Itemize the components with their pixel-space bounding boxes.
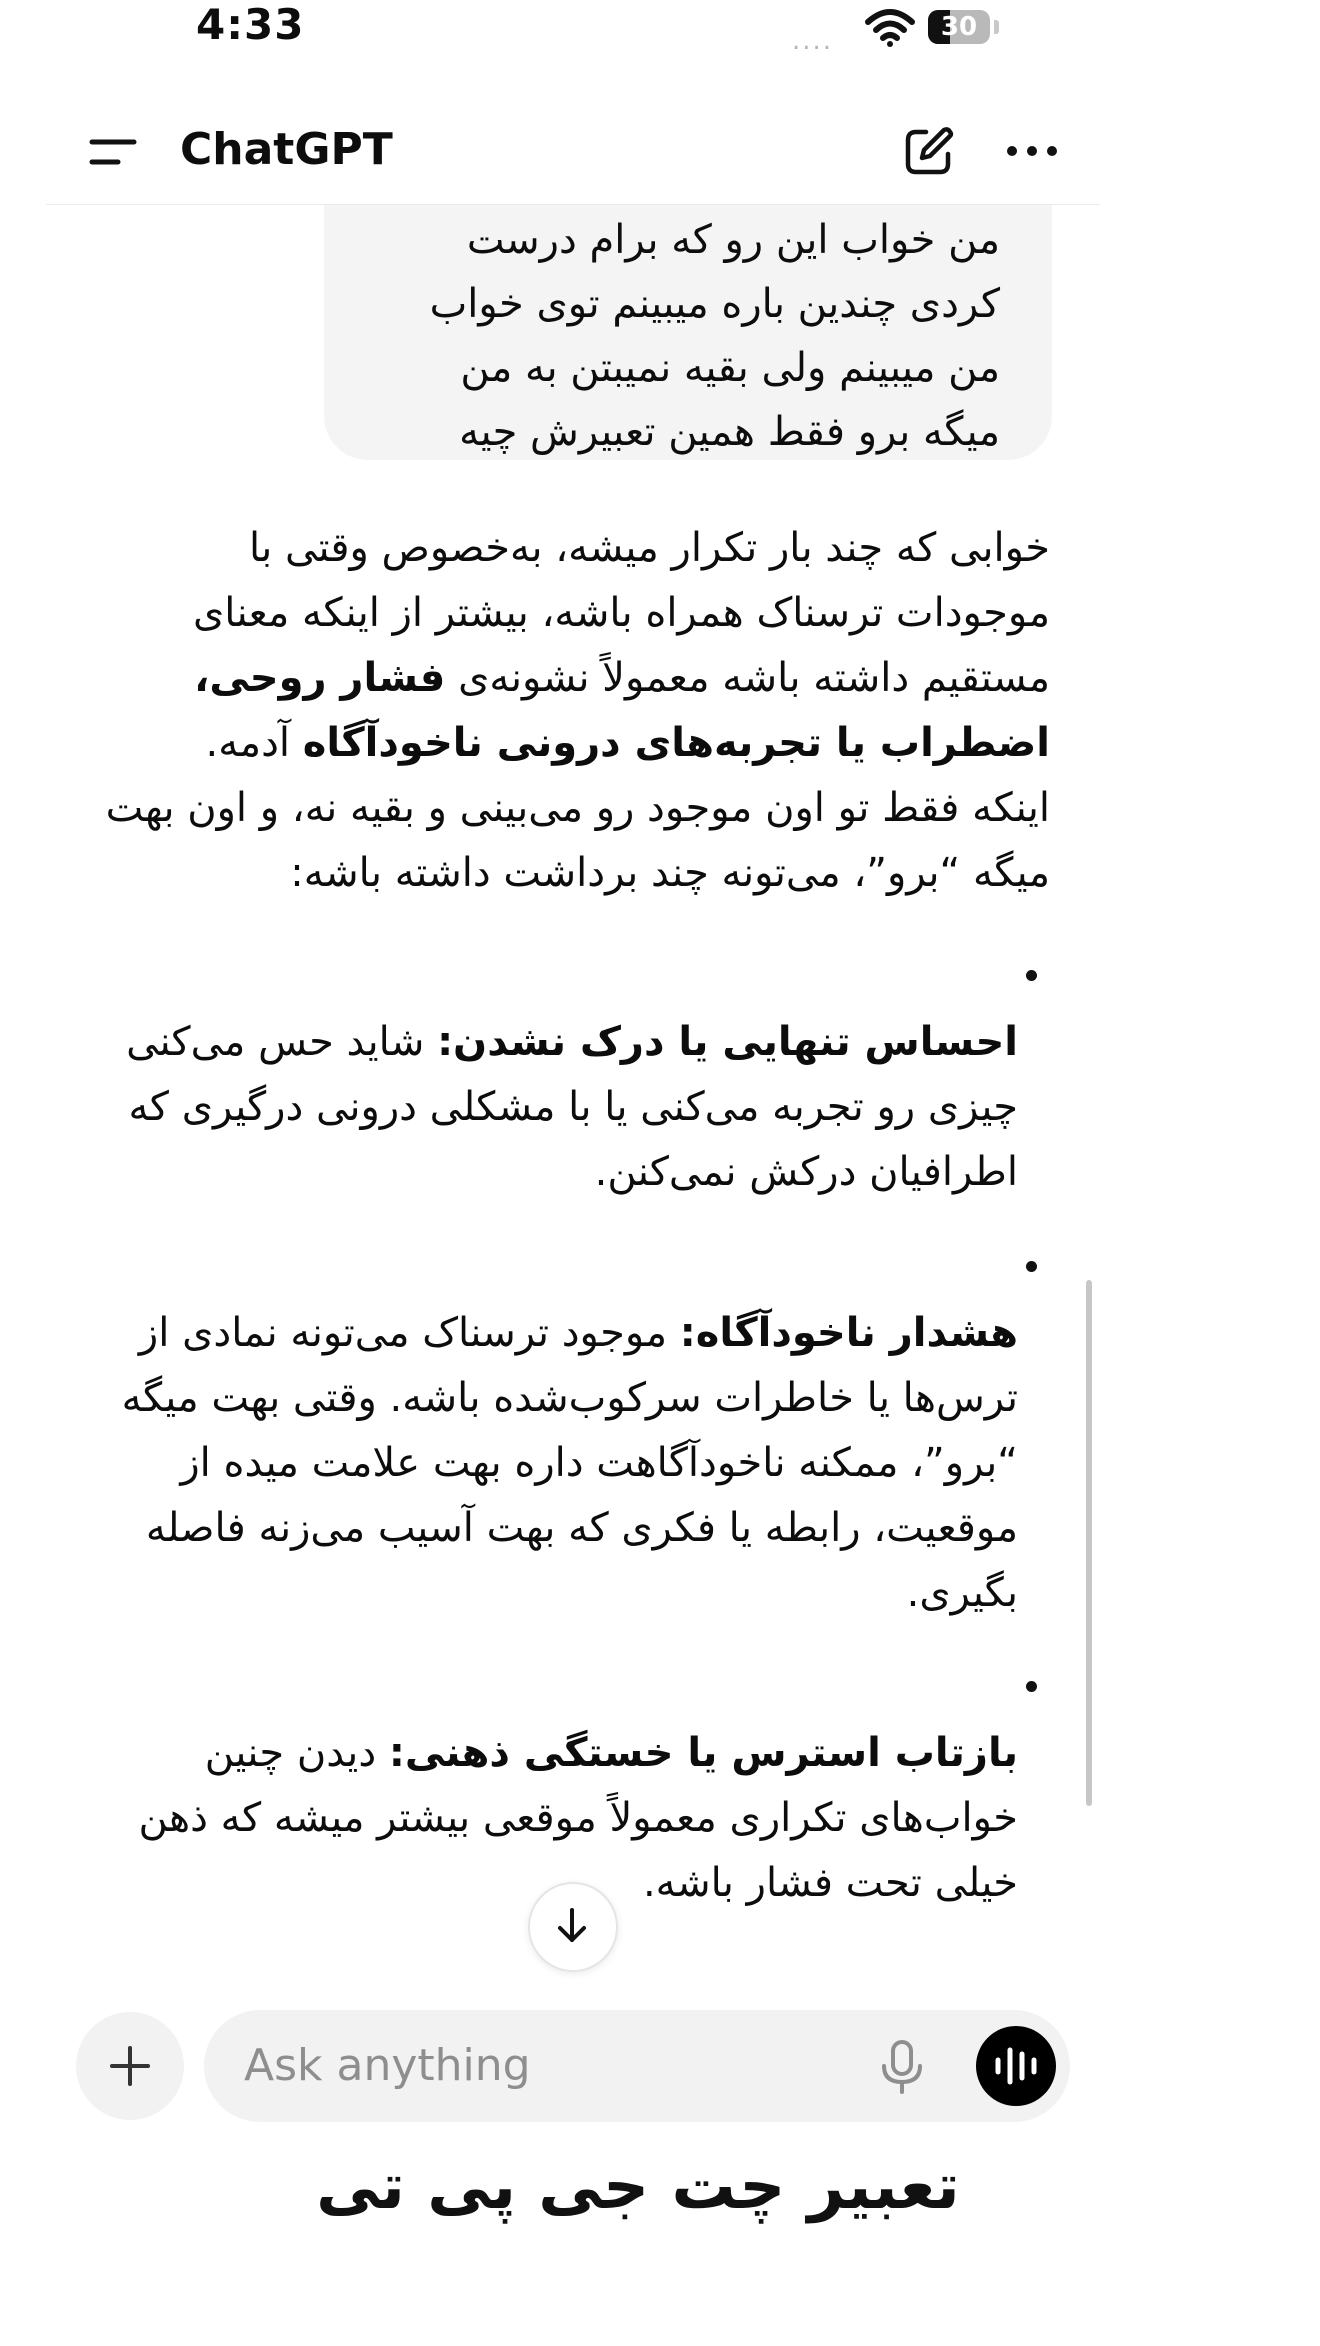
assistant-text: اینکه فقط تو اون موجود رو می‌بینی و بقیه نه، و اون بهت میگه “برو”، می‌تونه چند برداشت داشته باشه: <box>105 785 1050 896</box>
microphone-icon[interactable] <box>880 2040 924 2094</box>
user-message-bubble <box>324 204 1052 460</box>
voice-mode-button[interactable] <box>976 2026 1056 2106</box>
status-bar <box>0 0 1100 60</box>
plus-icon <box>108 2044 152 2088</box>
wifi-icon <box>864 8 916 48</box>
battery-indicator <box>928 10 990 44</box>
assistant-bold-text: فشار روحی، اضطراب یا تجربه‌های درونی ناخودآگاه <box>194 655 1050 766</box>
user-message-line: من میبینم ولی بقیه نمیبتن به من <box>460 345 1000 391</box>
more-icon[interactable] <box>1002 124 1062 178</box>
list-item-text: دیدن چنین خواب‌های تکراری معمولاً موقعی بیشتر میشه که ذهن خیلی تحت فشار باشه. <box>138 1730 1018 1906</box>
list-item <box>98 1010 1018 1205</box>
assistant-text: خوابی که چند بار تکرار میشه، به‌خصوص وقتی با موجودات ترسناک همراه باشه، بیشتر از اینکه معنای مستقیم داشته باشه معمولاً نشونه‌ی <box>193 525 1050 701</box>
bullet-dot <box>1026 970 1037 981</box>
bullet-dot <box>1026 1261 1037 1272</box>
voice-mode-icon <box>992 2046 1040 2086</box>
app-title: ChatGPT <box>180 124 393 175</box>
bullet-dot <box>1026 1681 1037 1692</box>
compose-icon[interactable] <box>902 124 956 178</box>
user-message-line: کردی چندین باره میبینم توی خواب <box>429 281 1000 327</box>
message-input-placeholder: Ask anything <box>244 2040 531 2091</box>
arrow-down-icon <box>552 1906 592 1946</box>
battery-percent: 30 <box>940 12 978 42</box>
list-item-title: احساس تنهایی یا درک نشدن: <box>437 1019 1018 1065</box>
cellular-signal-icon: .... <box>792 26 834 56</box>
add-attachment-button[interactable] <box>76 2012 184 2120</box>
menu-icon[interactable] <box>88 132 138 172</box>
scroll-to-bottom-button[interactable] <box>528 1882 618 1972</box>
user-message-line: میگه برو فقط همین تعبیرش چیه <box>459 409 1000 455</box>
user-message-line: من خواب این رو که برام درست <box>466 217 1000 263</box>
list-item-text: موجود ترسناک می‌تونه نمادی از ترس‌ها یا خاطرات سرکوب‌شده باشه. وقتی بهت میگه “برو”، ممکنه ناخودآگاهت داره بهت علامت میده از موقعیت، رابطه یا فکری که بهت آسیب می‌زنه فاصله بگیری. <box>121 1310 1018 1616</box>
image-caption: تعبیر چت جی پی تی <box>316 2150 960 2224</box>
scrollbar[interactable] <box>1086 1280 1092 1806</box>
list-item-title: بازتاب استرس یا خستگی ذهنی: <box>388 1730 1018 1776</box>
assistant-message-intro <box>100 516 1050 906</box>
assistant-text: آدمه. <box>205 720 291 766</box>
battery-cap <box>994 20 999 34</box>
list-item-text: شاید حس می‌کنی چیزی رو تجربه می‌کنی یا با مشکلی درونی درگیری که اطرافیان درکش نمی‌کنن. <box>126 1019 1018 1195</box>
conversation-area[interactable] <box>46 204 1100 1984</box>
list-item-title: هشدار ناخودآگاه: <box>679 1310 1018 1356</box>
list-item <box>98 1301 1018 1626</box>
status-time: 4:33 <box>196 0 305 49</box>
app-header <box>46 100 1100 205</box>
user-message-text <box>360 208 1000 464</box>
message-input[interactable] <box>204 2010 1070 2122</box>
